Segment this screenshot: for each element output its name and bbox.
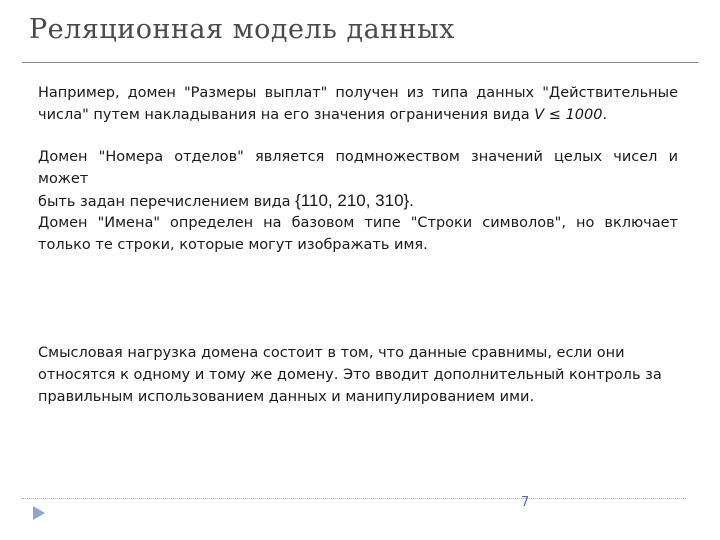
footer-divider xyxy=(22,498,686,499)
paragraph-line: относятся к одному и тому же домену. Это вводит дополнительный контроль за xyxy=(38,367,662,383)
paragraph-department-numbers xyxy=(38,146,678,213)
math-operator: ≤ xyxy=(544,107,566,123)
paragraph-line xyxy=(38,190,678,213)
paragraph-names xyxy=(38,212,678,256)
slide-title: Реляционная модель данных xyxy=(29,14,455,45)
paragraph-line: только те строки, которые могут изображать имя. xyxy=(38,237,428,253)
math-value: 1000 xyxy=(565,107,603,123)
text-fragment: . xyxy=(602,107,608,123)
triangle-right-shape xyxy=(33,506,45,520)
paragraph-line xyxy=(38,104,678,126)
triangle-right-icon xyxy=(32,506,46,520)
paragraph-line: Например, домен "Размеры выплат" получен из типа данных "Действительные xyxy=(38,85,678,101)
paragraph-line: Домен "Номера отделов" является подмножеством значений целых чисел и может xyxy=(38,149,678,187)
paragraph-payment-sizes xyxy=(38,82,678,126)
title-underline xyxy=(22,62,699,63)
text-fragment: быть задан перечислением вида xyxy=(38,194,296,210)
text-fragment: числа" путем накладывания на его значения ограничения вида xyxy=(38,107,535,123)
text-fragment: . xyxy=(409,194,414,210)
page-number: 7 xyxy=(521,495,530,510)
paragraph-domain-meaning xyxy=(38,342,678,408)
paragraph-line: Домен "Имена" определен на базовом типе "Строки символов", но включает xyxy=(38,215,678,231)
paragraph-line: Смысловая нагрузка домена состоит в том, что данные сравнимы, если они xyxy=(38,345,625,361)
math-variable: V xyxy=(534,107,545,123)
enumeration-set: {110, 210, 310} xyxy=(295,191,410,210)
paragraph-line: правильным использованием данных и манипулированием ими. xyxy=(38,389,535,405)
